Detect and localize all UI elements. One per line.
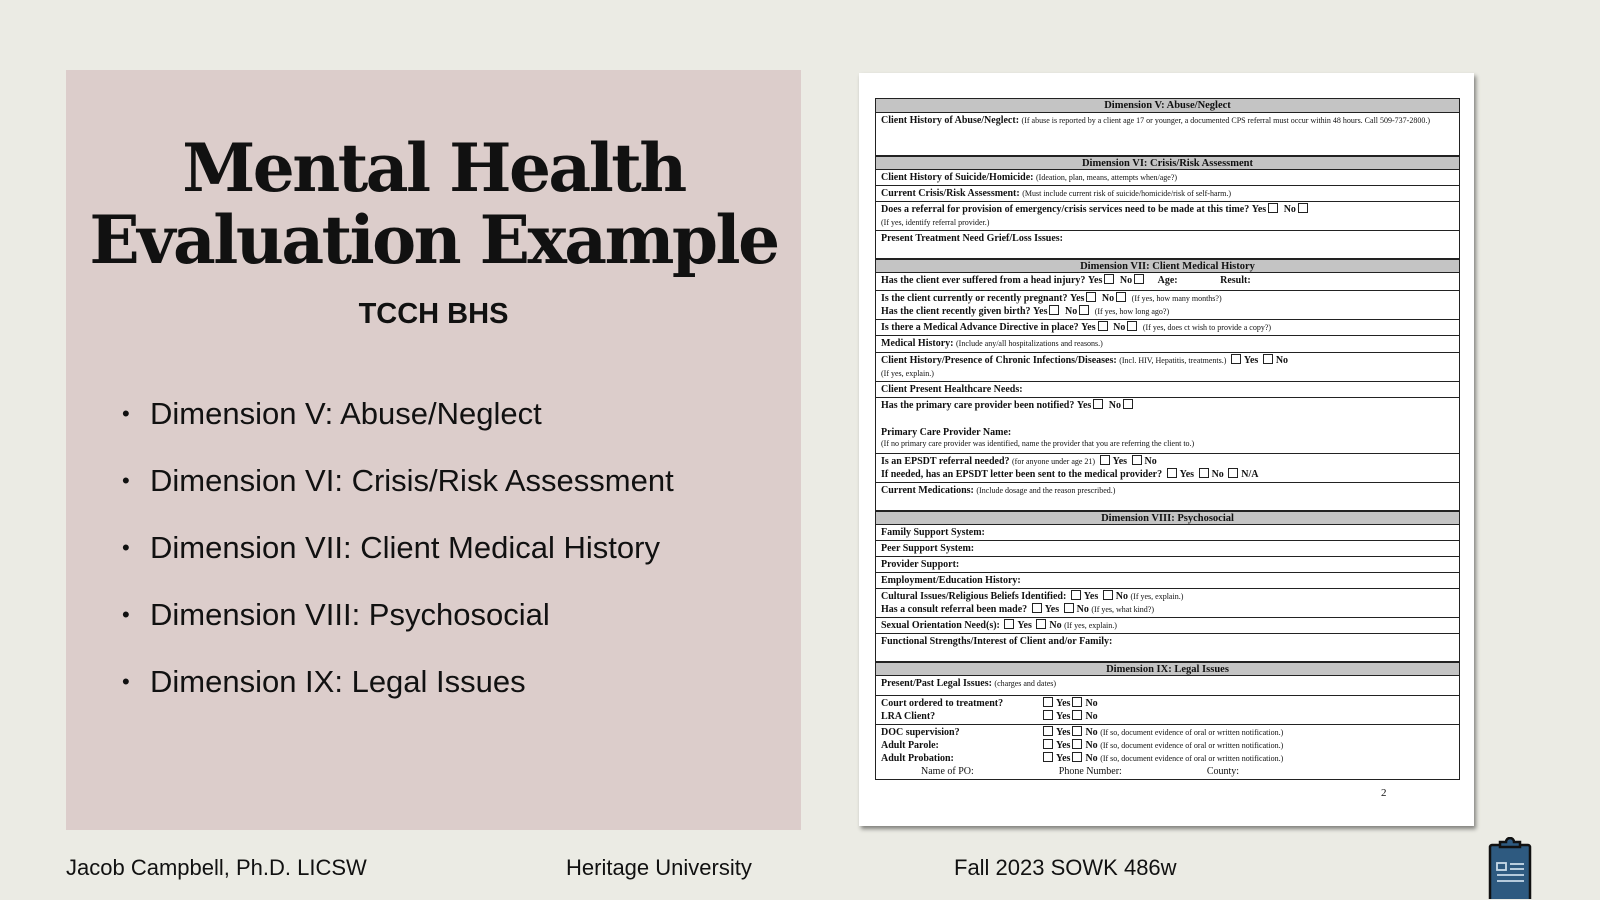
no-label: No	[1119, 275, 1133, 286]
field-label: Adult Probation:	[881, 753, 954, 764]
field-label: Is there a Medical Advance Directive in place?	[881, 322, 1079, 333]
title-line-2: Evaluation Example	[89, 201, 778, 279]
field-label: Client History/Presence of Chronic Infections/Diseases:	[881, 355, 1117, 366]
po-info-line	[881, 765, 1454, 778]
form-page-image	[859, 73, 1474, 826]
form-row-head-injury	[876, 273, 1459, 291]
bullet-text: Dimension IX: Legal Issues	[150, 663, 526, 699]
field-note: (Must include current risk of suicide/homicide/risk of self-harm.)	[1022, 189, 1232, 198]
field-note: (If no primary care provider was identified, name the provider that you are referring the client to.)	[881, 439, 1195, 448]
checkbox-no[interactable]	[1072, 726, 1082, 736]
form-row-healthcare-needs	[876, 382, 1459, 398]
form-row-sexual-orientation	[876, 618, 1459, 634]
no-label: No	[1283, 204, 1296, 215]
field-label: Has the client recently given birth?	[881, 306, 1031, 317]
clipboard-icon	[1488, 837, 1532, 899]
field-label: Does a referral for provision of emergency/crisis services need to be made at this time?	[881, 204, 1250, 215]
field-note: (If so, document evidence of oral or written notification.)	[1100, 728, 1284, 737]
form-row-cultural	[876, 589, 1459, 618]
checkbox-no[interactable]	[1199, 468, 1209, 478]
bullet-text: Dimension VI: Crisis/Risk Assessment	[150, 462, 674, 498]
no-label: No	[1101, 293, 1115, 304]
field-note: (If yes, how many months?)	[1131, 294, 1222, 303]
no-label: No	[1085, 753, 1098, 764]
field-note: (Include dosage and the reason prescribed.)	[976, 486, 1116, 495]
county-label: County:	[1206, 766, 1240, 777]
yes-label: Yes	[1069, 293, 1085, 304]
form-row-strengths	[876, 634, 1459, 662]
form-row-grief	[876, 231, 1459, 259]
checkbox-yes[interactable]	[1043, 739, 1053, 749]
field-note: (Include any/all hospitalizations and reasons.)	[955, 339, 1103, 348]
checkbox-no[interactable]	[1103, 590, 1113, 600]
footer-institution: Heritage University	[566, 855, 752, 880]
yes-label: Yes	[1056, 727, 1071, 738]
yes-label: Yes	[1081, 322, 1096, 333]
bullet-text: Dimension VIII: Psychosocial	[150, 596, 550, 632]
field-label: Present Treatment Need Grief/Loss Issues:	[881, 233, 1064, 244]
checkbox-yes[interactable]	[1043, 752, 1053, 762]
checkbox-no[interactable]	[1298, 203, 1308, 213]
form-row-legal	[876, 676, 1459, 696]
checkbox-yes[interactable]	[1104, 274, 1114, 284]
slide-subtitle: TCCH BHS	[358, 298, 509, 330]
form-row-suicide	[876, 170, 1459, 186]
field-label: Has the primary care provider been notified?	[881, 400, 1075, 411]
field-note: (If yes, does ct wish to provide a copy?)	[1142, 323, 1272, 332]
no-label: No	[1113, 322, 1126, 333]
yes-label: Yes	[1017, 620, 1032, 631]
bullet-item	[122, 581, 674, 648]
form-row-referral	[876, 202, 1459, 231]
checkbox-yes[interactable]	[1071, 590, 1081, 600]
form-row-directive	[876, 320, 1459, 336]
checkbox-yes[interactable]	[1100, 455, 1110, 465]
bullet-item	[122, 514, 674, 581]
checkbox-no[interactable]	[1123, 399, 1133, 409]
checkbox-yes[interactable]	[1268, 203, 1278, 213]
yes-label: Yes	[1179, 469, 1195, 480]
bullet-icon: •	[122, 668, 130, 694]
checkbox-no[interactable]	[1263, 354, 1273, 364]
bullet-icon: •	[122, 467, 130, 493]
yes-label: Yes	[1056, 740, 1071, 751]
field-label: If needed, has an EPSDT letter been sent to the medical provider?	[881, 469, 1163, 480]
bullet-list	[122, 380, 674, 715]
field-note: (If yes, explain.)	[1064, 621, 1117, 630]
form-row-employment	[876, 573, 1459, 589]
field-note: (If yes, how long ago?)	[1094, 307, 1170, 316]
no-label: No	[1108, 400, 1122, 411]
form-row-epsdt	[876, 454, 1459, 483]
form-row-family	[876, 525, 1459, 541]
section-header-dim9: Dimension IX: Legal Issues	[876, 662, 1459, 676]
field-label: Court ordered to treatment?	[881, 698, 1004, 709]
yes-label: Yes	[1044, 604, 1060, 615]
evaluation-form	[875, 98, 1460, 780]
checkbox-yes[interactable]	[1093, 399, 1103, 409]
section-header-dim6: Dimension VI: Crisis/Risk Assessment	[876, 156, 1459, 170]
field-label: Current Crisis/Risk Assessment:	[881, 188, 1020, 199]
field-label: Adult Parole:	[881, 740, 939, 751]
no-label: No	[1049, 620, 1062, 631]
yes-label: Yes	[1056, 698, 1071, 709]
field-label: LRA Client?	[881, 711, 936, 722]
no-label: No	[1085, 740, 1098, 751]
checkbox-yes[interactable]	[1098, 321, 1108, 331]
field-label: Is the client currently or recently pregnant?	[881, 293, 1068, 304]
page-number: 2	[1381, 787, 1387, 799]
no-label: No	[1085, 698, 1098, 709]
bullet-item	[122, 648, 674, 715]
checkbox-no[interactable]	[1036, 619, 1046, 629]
field-note: (Ideation, plan, means, attempts when/age?)	[1036, 173, 1178, 182]
checkbox-no[interactable]	[1072, 710, 1082, 720]
no-label: No	[1115, 591, 1128, 602]
field-label: Sexual Orientation Need(s):	[881, 620, 1000, 631]
form-row-medications	[876, 483, 1459, 511]
checkbox-yes[interactable]	[1004, 619, 1014, 629]
yes-label: Yes	[1243, 355, 1259, 366]
no-label: No	[1064, 306, 1078, 317]
yes-label: Yes	[1251, 204, 1267, 215]
field-note: (If so, document evidence of oral or written notification.)	[1100, 741, 1284, 750]
field-label: Peer Support System:	[881, 543, 975, 554]
field-note: (If abuse is reported by a client age 17 or younger, a documented CPS referral must occur within 48 hours. Call 509-737-2800.)	[1021, 116, 1431, 125]
field-label: Client Present Healthcare Needs:	[881, 384, 1023, 395]
bullet-icon: •	[122, 534, 130, 560]
field-note: (If yes, identify referral provider.)	[881, 218, 990, 227]
form-row-court-lra	[876, 696, 1459, 725]
bullet-item	[122, 447, 674, 514]
checkbox-no[interactable]	[1064, 603, 1074, 613]
field-label: Current Medications:	[881, 485, 974, 496]
yes-label: Yes	[1076, 400, 1092, 411]
field-label: Client History of Abuse/Neglect:	[881, 115, 1020, 126]
footer-course: Fall 2023 SOWK 486w	[954, 855, 1177, 880]
checkbox-no[interactable]	[1116, 292, 1126, 302]
yes-label: Yes	[1033, 306, 1048, 317]
section-header-dim5: Dimension V: Abuse/Neglect	[876, 99, 1459, 113]
field-label: Has the client ever suffered from a head injury?	[881, 275, 1086, 286]
checkbox-yes[interactable]	[1086, 292, 1096, 302]
checkbox-yes[interactable]	[1032, 603, 1042, 613]
checkbox-no[interactable]	[1072, 752, 1082, 762]
form-row-pcp	[876, 398, 1459, 454]
field-note: (Incl. HIV, Hepatitis, treatments.)	[1119, 356, 1227, 365]
field-label: Client History of Suicide/Homicide:	[881, 172, 1034, 183]
no-label: No	[1085, 711, 1098, 722]
bullet-text: Dimension VII: Client Medical History	[150, 529, 660, 565]
field-note: (If yes, what kind?)	[1091, 605, 1155, 614]
checkbox-no[interactable]	[1072, 697, 1082, 707]
field-label: Cultural Issues/Religious Beliefs Identified:	[881, 591, 1067, 602]
slide-title	[66, 129, 801, 279]
phone-label: Phone Number:	[1058, 766, 1122, 777]
form-row-abuse	[876, 113, 1459, 156]
no-label: No	[1085, 727, 1098, 738]
field-note: (If yes, explain.)	[881, 369, 934, 378]
bullet-text: Dimension V: Abuse/Neglect	[150, 395, 542, 431]
field-label: Present/Past Legal Issues:	[881, 678, 992, 689]
form-row-medical-history	[876, 336, 1459, 353]
title-line-1: Mental Health	[182, 129, 685, 207]
yes-label: Yes	[1056, 753, 1071, 764]
field-note: (charges and dates)	[994, 679, 1057, 688]
no-label: No	[1076, 604, 1089, 615]
na-label: N/A	[1241, 469, 1259, 480]
field-note: (for anyone under age 21)	[1012, 457, 1096, 466]
yes-label: Yes	[1087, 275, 1103, 286]
age-label: Age:	[1157, 275, 1178, 286]
field-label: Has a consult referral been made?	[881, 604, 1028, 615]
form-row-peer	[876, 541, 1459, 557]
field-label: Is an EPSDT referral needed?	[881, 456, 1010, 467]
section-header-dim7: Dimension VII: Client Medical History	[876, 259, 1459, 273]
checkbox-yes[interactable]	[1043, 697, 1053, 707]
checkbox-yes[interactable]	[1231, 354, 1241, 364]
footer-author: Jacob Campbell, Ph.D. LICSW	[66, 855, 367, 880]
result-label: Result:	[1220, 275, 1251, 286]
no-label: No	[1211, 469, 1224, 480]
bullet-icon: •	[122, 400, 130, 426]
field-label: Medical History:	[881, 338, 954, 349]
field-label: DOC supervision?	[881, 727, 960, 738]
yes-label: Yes	[1056, 711, 1071, 722]
checkbox-no[interactable]	[1079, 305, 1089, 315]
checkbox-no[interactable]	[1127, 321, 1137, 331]
yes-label: Yes	[1083, 591, 1099, 602]
po-name-label: Name of PO:	[921, 766, 974, 777]
field-note: (If so, document evidence of oral or written notification.)	[1100, 754, 1284, 763]
title-panel	[66, 70, 801, 830]
checkbox-yes[interactable]	[1043, 710, 1053, 720]
form-row-pregnancy	[876, 291, 1459, 320]
checkbox-no[interactable]	[1072, 739, 1082, 749]
no-label: No	[1144, 456, 1157, 467]
checkbox-na[interactable]	[1228, 468, 1238, 478]
yes-label: Yes	[1112, 456, 1128, 467]
field-note: (If yes, explain.)	[1130, 592, 1184, 601]
checkbox-no[interactable]	[1132, 455, 1142, 465]
bullet-icon: •	[122, 601, 130, 627]
field-label: Functional Strengths/Interest of Client and/or Family:	[881, 636, 1113, 647]
checkbox-yes[interactable]	[1049, 305, 1059, 315]
field-label: Employment/Education History:	[881, 575, 1021, 586]
checkbox-no[interactable]	[1134, 274, 1144, 284]
checkbox-yes[interactable]	[1167, 468, 1177, 478]
section-header-dim8: Dimension VIII: Psychosocial	[876, 511, 1459, 525]
form-row-chronic	[876, 353, 1459, 382]
field-label: Provider Support:	[881, 559, 960, 570]
form-row-provider	[876, 557, 1459, 573]
bullet-item	[122, 380, 674, 447]
form-row-supervision	[876, 725, 1459, 779]
checkbox-yes[interactable]	[1043, 726, 1053, 736]
no-label: No	[1275, 355, 1289, 366]
form-row-crisis	[876, 186, 1459, 202]
field-label: Family Support System:	[881, 527, 985, 538]
field-label: Primary Care Provider Name:	[881, 427, 1012, 438]
